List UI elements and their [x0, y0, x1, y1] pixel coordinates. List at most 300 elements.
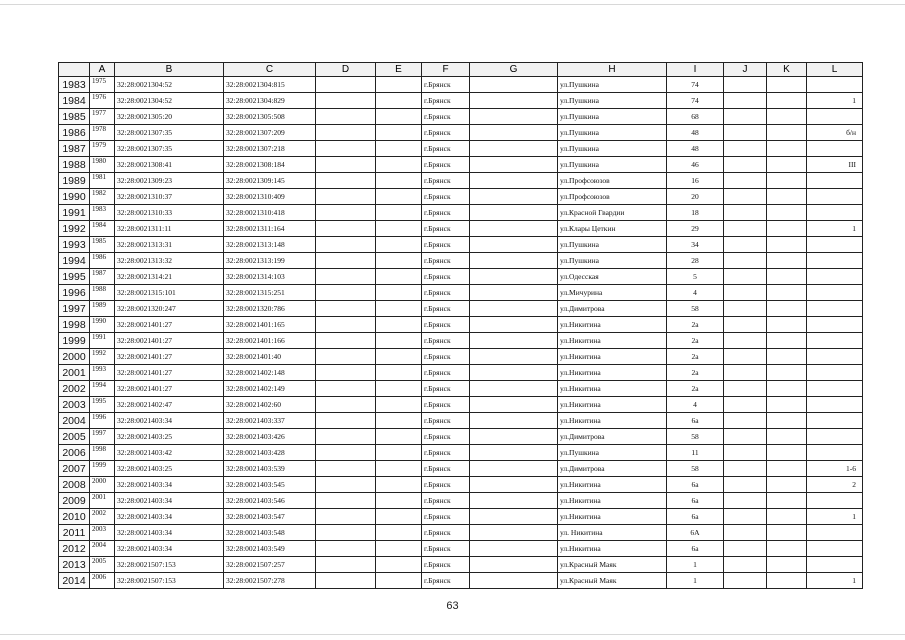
cell-e[interactable]: [376, 157, 422, 173]
cell-f[interactable]: г.Брянск: [422, 157, 470, 173]
cell-c[interactable]: 32:28:0021403:549: [224, 541, 316, 557]
cell-e[interactable]: [376, 493, 422, 509]
cell-d[interactable]: [316, 509, 376, 525]
row-header[interactable]: 1986: [59, 125, 90, 141]
column-header-a[interactable]: A: [90, 63, 115, 77]
cell-e[interactable]: [376, 77, 422, 93]
cell-f[interactable]: г.Брянск: [422, 509, 470, 525]
cell-k[interactable]: [767, 205, 807, 221]
cell-a[interactable]: 1990: [90, 317, 115, 333]
cell-d[interactable]: [316, 381, 376, 397]
cell-a[interactable]: 2005: [90, 557, 115, 573]
row-header[interactable]: 2009: [59, 493, 90, 509]
cell-i[interactable]: 34: [667, 237, 724, 253]
cell-h[interactable]: ул.Пушкина: [558, 93, 667, 109]
cell-l[interactable]: 1: [807, 509, 863, 525]
cell-h[interactable]: ул.Никитина: [558, 477, 667, 493]
cell-j[interactable]: [724, 477, 767, 493]
cell-l[interactable]: [807, 285, 863, 301]
corner-cell[interactable]: [59, 63, 90, 77]
cell-l[interactable]: [807, 253, 863, 269]
cell-h[interactable]: ул.Никитина: [558, 317, 667, 333]
cell-f[interactable]: г.Брянск: [422, 109, 470, 125]
cell-d[interactable]: [316, 189, 376, 205]
cell-e[interactable]: [376, 333, 422, 349]
cell-d[interactable]: [316, 461, 376, 477]
cell-g[interactable]: [470, 237, 558, 253]
cell-a[interactable]: 1975: [90, 77, 115, 93]
cell-g[interactable]: [470, 205, 558, 221]
cell-b[interactable]: 32:28:0021305:20: [115, 109, 224, 125]
cell-j[interactable]: [724, 253, 767, 269]
cell-j[interactable]: [724, 157, 767, 173]
cell-k[interactable]: [767, 445, 807, 461]
cell-k[interactable]: [767, 141, 807, 157]
cell-e[interactable]: [376, 125, 422, 141]
cell-b[interactable]: 32:28:0021401:27: [115, 349, 224, 365]
cell-k[interactable]: [767, 317, 807, 333]
cell-l[interactable]: [807, 365, 863, 381]
column-header-h[interactable]: H: [558, 63, 667, 77]
cell-e[interactable]: [376, 285, 422, 301]
cell-i[interactable]: 2а: [667, 381, 724, 397]
cell-a[interactable]: 1988: [90, 285, 115, 301]
cell-h[interactable]: ул.Мичурина: [558, 285, 667, 301]
cell-a[interactable]: 1986: [90, 253, 115, 269]
cell-c[interactable]: 32:28:0021307:209: [224, 125, 316, 141]
cell-c[interactable]: 32:28:0021308:184: [224, 157, 316, 173]
cell-d[interactable]: [316, 557, 376, 573]
cell-a[interactable]: 1985: [90, 237, 115, 253]
cell-f[interactable]: г.Брянск: [422, 365, 470, 381]
cell-b[interactable]: 32:28:0021403:34: [115, 493, 224, 509]
cell-l[interactable]: б/н: [807, 125, 863, 141]
cell-h[interactable]: ул.Профсоюзов: [558, 173, 667, 189]
cell-k[interactable]: [767, 573, 807, 589]
cell-a[interactable]: 1998: [90, 445, 115, 461]
cell-f[interactable]: г.Брянск: [422, 253, 470, 269]
cell-a[interactable]: 1983: [90, 205, 115, 221]
cell-i[interactable]: 6а: [667, 509, 724, 525]
cell-i[interactable]: 6а: [667, 493, 724, 509]
column-header-c[interactable]: C: [224, 63, 316, 77]
cell-g[interactable]: [470, 525, 558, 541]
cell-d[interactable]: [316, 349, 376, 365]
cell-d[interactable]: [316, 173, 376, 189]
cell-j[interactable]: [724, 173, 767, 189]
cell-k[interactable]: [767, 125, 807, 141]
cell-b[interactable]: 32:28:0021401:27: [115, 333, 224, 349]
cell-d[interactable]: [316, 77, 376, 93]
cell-e[interactable]: [376, 525, 422, 541]
cell-c[interactable]: 32:28:0021401:166: [224, 333, 316, 349]
cell-h[interactable]: ул.Клары Цеткин: [558, 221, 667, 237]
cell-j[interactable]: [724, 237, 767, 253]
cell-i[interactable]: 58: [667, 461, 724, 477]
cell-h[interactable]: ул.Пушкина: [558, 445, 667, 461]
row-header[interactable]: 2005: [59, 429, 90, 445]
cell-f[interactable]: г.Брянск: [422, 397, 470, 413]
cell-e[interactable]: [376, 461, 422, 477]
cell-i[interactable]: 6а: [667, 477, 724, 493]
cell-d[interactable]: [316, 221, 376, 237]
cell-i[interactable]: 20: [667, 189, 724, 205]
cell-c[interactable]: 32:28:0021320:786: [224, 301, 316, 317]
cell-b[interactable]: 32:28:0021401:27: [115, 365, 224, 381]
cell-c[interactable]: 32:28:0021305:508: [224, 109, 316, 125]
cell-f[interactable]: г.Брянск: [422, 173, 470, 189]
cell-k[interactable]: [767, 77, 807, 93]
cell-g[interactable]: [470, 189, 558, 205]
cell-k[interactable]: [767, 253, 807, 269]
cell-i[interactable]: 2а: [667, 333, 724, 349]
cell-d[interactable]: [316, 237, 376, 253]
cell-l[interactable]: [807, 77, 863, 93]
cell-f[interactable]: г.Брянск: [422, 77, 470, 93]
cell-i[interactable]: 2а: [667, 317, 724, 333]
row-header[interactable]: 1991: [59, 205, 90, 221]
cell-j[interactable]: [724, 429, 767, 445]
cell-f[interactable]: г.Брянск: [422, 445, 470, 461]
cell-e[interactable]: [376, 429, 422, 445]
cell-k[interactable]: [767, 157, 807, 173]
cell-i[interactable]: 4: [667, 285, 724, 301]
cell-f[interactable]: г.Брянск: [422, 125, 470, 141]
cell-k[interactable]: [767, 93, 807, 109]
row-header[interactable]: 2004: [59, 413, 90, 429]
column-header-d[interactable]: D: [316, 63, 376, 77]
cell-j[interactable]: [724, 125, 767, 141]
row-header[interactable]: 1998: [59, 317, 90, 333]
cell-e[interactable]: [376, 573, 422, 589]
cell-k[interactable]: [767, 333, 807, 349]
cell-d[interactable]: [316, 429, 376, 445]
cell-g[interactable]: [470, 301, 558, 317]
cell-d[interactable]: [316, 317, 376, 333]
cell-e[interactable]: [376, 141, 422, 157]
cell-f[interactable]: г.Брянск: [422, 541, 470, 557]
cell-k[interactable]: [767, 397, 807, 413]
cell-g[interactable]: [470, 141, 558, 157]
cell-d[interactable]: [316, 109, 376, 125]
cell-b[interactable]: 32:28:0021311:11: [115, 221, 224, 237]
cell-a[interactable]: 1995: [90, 397, 115, 413]
cell-l[interactable]: 2: [807, 477, 863, 493]
cell-b[interactable]: 32:28:0021313:32: [115, 253, 224, 269]
cell-a[interactable]: 1984: [90, 221, 115, 237]
cell-a[interactable]: 1981: [90, 173, 115, 189]
cell-b[interactable]: 32:28:0021313:31: [115, 237, 224, 253]
cell-k[interactable]: [767, 477, 807, 493]
row-header[interactable]: 1995: [59, 269, 90, 285]
cell-g[interactable]: [470, 269, 558, 285]
cell-d[interactable]: [316, 413, 376, 429]
cell-f[interactable]: г.Брянск: [422, 557, 470, 573]
cell-f[interactable]: г.Брянск: [422, 141, 470, 157]
cell-l[interactable]: [807, 189, 863, 205]
cell-a[interactable]: 1987: [90, 269, 115, 285]
cell-h[interactable]: ул.Никитина: [558, 333, 667, 349]
cell-l[interactable]: [807, 397, 863, 413]
cell-g[interactable]: [470, 477, 558, 493]
cell-e[interactable]: [376, 221, 422, 237]
cell-k[interactable]: [767, 525, 807, 541]
cell-i[interactable]: 1: [667, 557, 724, 573]
cell-j[interactable]: [724, 189, 767, 205]
row-header[interactable]: 1999: [59, 333, 90, 349]
cell-f[interactable]: г.Брянск: [422, 189, 470, 205]
cell-j[interactable]: [724, 541, 767, 557]
cell-h[interactable]: ул.Пушкина: [558, 237, 667, 253]
column-header-e[interactable]: E: [376, 63, 422, 77]
cell-l[interactable]: 1: [807, 93, 863, 109]
cell-j[interactable]: [724, 221, 767, 237]
cell-b[interactable]: 32:28:0021403:34: [115, 477, 224, 493]
cell-b[interactable]: 32:28:0021307:35: [115, 125, 224, 141]
cell-b[interactable]: 32:28:0021403:34: [115, 413, 224, 429]
cell-a[interactable]: 1982: [90, 189, 115, 205]
cell-e[interactable]: [376, 317, 422, 333]
row-header[interactable]: 1989: [59, 173, 90, 189]
cell-j[interactable]: [724, 301, 767, 317]
cell-e[interactable]: [376, 237, 422, 253]
cell-l[interactable]: [807, 429, 863, 445]
cell-f[interactable]: г.Брянск: [422, 477, 470, 493]
cell-b[interactable]: 32:28:0021403:34: [115, 541, 224, 557]
cell-l[interactable]: [807, 541, 863, 557]
cell-g[interactable]: [470, 349, 558, 365]
cell-f[interactable]: г.Брянск: [422, 205, 470, 221]
cell-j[interactable]: [724, 525, 767, 541]
cell-g[interactable]: [470, 157, 558, 173]
column-header-b[interactable]: B: [115, 63, 224, 77]
cell-l[interactable]: [807, 349, 863, 365]
cell-e[interactable]: [376, 269, 422, 285]
cell-g[interactable]: [470, 493, 558, 509]
cell-b[interactable]: 32:28:0021402:47: [115, 397, 224, 413]
cell-d[interactable]: [316, 541, 376, 557]
cell-a[interactable]: 2003: [90, 525, 115, 541]
cell-h[interactable]: ул.Димитрова: [558, 429, 667, 445]
cell-k[interactable]: [767, 301, 807, 317]
cell-a[interactable]: 1976: [90, 93, 115, 109]
cell-k[interactable]: [767, 173, 807, 189]
cell-j[interactable]: [724, 349, 767, 365]
cell-g[interactable]: [470, 221, 558, 237]
cell-b[interactable]: 32:28:0021310:33: [115, 205, 224, 221]
cell-c[interactable]: 32:28:0021402:149: [224, 381, 316, 397]
cell-l[interactable]: [807, 109, 863, 125]
cell-k[interactable]: [767, 365, 807, 381]
cell-i[interactable]: 6а: [667, 541, 724, 557]
cell-g[interactable]: [470, 93, 558, 109]
cell-i[interactable]: 74: [667, 93, 724, 109]
cell-j[interactable]: [724, 381, 767, 397]
cell-f[interactable]: г.Брянск: [422, 317, 470, 333]
cell-k[interactable]: [767, 349, 807, 365]
cell-j[interactable]: [724, 493, 767, 509]
cell-k[interactable]: [767, 237, 807, 253]
cell-b[interactable]: 32:28:0021315:101: [115, 285, 224, 301]
cell-g[interactable]: [470, 317, 558, 333]
cell-h[interactable]: ул.Никитина: [558, 381, 667, 397]
cell-g[interactable]: [470, 333, 558, 349]
cell-e[interactable]: [376, 509, 422, 525]
cell-g[interactable]: [470, 541, 558, 557]
cell-a[interactable]: 1997: [90, 429, 115, 445]
cell-k[interactable]: [767, 557, 807, 573]
cell-i[interactable]: 48: [667, 141, 724, 157]
cell-b[interactable]: 32:28:0021401:27: [115, 381, 224, 397]
cell-d[interactable]: [316, 93, 376, 109]
cell-c[interactable]: 32:28:0021507:278: [224, 573, 316, 589]
row-header[interactable]: 2002: [59, 381, 90, 397]
cell-e[interactable]: [376, 173, 422, 189]
cell-c[interactable]: 32:28:0021311:164: [224, 221, 316, 237]
cell-h[interactable]: ул.Профсоюзов: [558, 189, 667, 205]
cell-j[interactable]: [724, 509, 767, 525]
cell-j[interactable]: [724, 461, 767, 477]
cell-j[interactable]: [724, 77, 767, 93]
cell-c[interactable]: 32:28:0021315:251: [224, 285, 316, 301]
cell-i[interactable]: 58: [667, 429, 724, 445]
row-header[interactable]: 1994: [59, 253, 90, 269]
cell-g[interactable]: [470, 253, 558, 269]
cell-a[interactable]: 1996: [90, 413, 115, 429]
cell-e[interactable]: [376, 253, 422, 269]
row-header[interactable]: 1984: [59, 93, 90, 109]
cell-g[interactable]: [470, 285, 558, 301]
cell-b[interactable]: 32:28:0021314:21: [115, 269, 224, 285]
cell-d[interactable]: [316, 493, 376, 509]
cell-a[interactable]: 1994: [90, 381, 115, 397]
cell-e[interactable]: [376, 93, 422, 109]
cell-k[interactable]: [767, 109, 807, 125]
cell-g[interactable]: [470, 557, 558, 573]
cell-l[interactable]: [807, 301, 863, 317]
cell-h[interactable]: ул.Красный Маяк: [558, 557, 667, 573]
cell-f[interactable]: г.Брянск: [422, 349, 470, 365]
cell-h[interactable]: ул.Пушкина: [558, 125, 667, 141]
cell-l[interactable]: [807, 333, 863, 349]
cell-k[interactable]: [767, 461, 807, 477]
cell-d[interactable]: [316, 333, 376, 349]
cell-l[interactable]: [807, 205, 863, 221]
cell-a[interactable]: 1993: [90, 365, 115, 381]
cell-i[interactable]: 16: [667, 173, 724, 189]
cell-a[interactable]: 1979: [90, 141, 115, 157]
cell-f[interactable]: г.Брянск: [422, 381, 470, 397]
cell-f[interactable]: г.Брянск: [422, 333, 470, 349]
cell-b[interactable]: 32:28:0021403:25: [115, 461, 224, 477]
row-header[interactable]: 2007: [59, 461, 90, 477]
cell-b[interactable]: 32:28:0021320:247: [115, 301, 224, 317]
cell-b[interactable]: 32:28:0021403:34: [115, 525, 224, 541]
cell-e[interactable]: [376, 445, 422, 461]
cell-i[interactable]: 1: [667, 573, 724, 589]
cell-i[interactable]: 68: [667, 109, 724, 125]
cell-d[interactable]: [316, 445, 376, 461]
cell-a[interactable]: 1978: [90, 125, 115, 141]
cell-d[interactable]: [316, 141, 376, 157]
cell-h[interactable]: ул.Никитина: [558, 365, 667, 381]
cell-g[interactable]: [470, 109, 558, 125]
cell-c[interactable]: 32:28:0021402:148: [224, 365, 316, 381]
cell-d[interactable]: [316, 253, 376, 269]
cell-c[interactable]: 32:28:0021403:337: [224, 413, 316, 429]
cell-k[interactable]: [767, 493, 807, 509]
cell-d[interactable]: [316, 397, 376, 413]
cell-i[interactable]: 46: [667, 157, 724, 173]
cell-c[interactable]: 32:28:0021309:145: [224, 173, 316, 189]
cell-c[interactable]: 32:28:0021310:409: [224, 189, 316, 205]
cell-b[interactable]: 32:28:0021307:35: [115, 141, 224, 157]
cell-g[interactable]: [470, 77, 558, 93]
cell-k[interactable]: [767, 413, 807, 429]
cell-h[interactable]: ул.Красный Маяк: [558, 573, 667, 589]
cell-l[interactable]: [807, 445, 863, 461]
cell-j[interactable]: [724, 141, 767, 157]
cell-k[interactable]: [767, 381, 807, 397]
cell-j[interactable]: [724, 285, 767, 301]
cell-i[interactable]: 2а: [667, 365, 724, 381]
cell-l[interactable]: 1-6: [807, 461, 863, 477]
cell-d[interactable]: [316, 365, 376, 381]
cell-f[interactable]: г.Брянск: [422, 413, 470, 429]
row-header[interactable]: 2008: [59, 477, 90, 493]
cell-l[interactable]: 1: [807, 573, 863, 589]
cell-g[interactable]: [470, 125, 558, 141]
cell-k[interactable]: [767, 429, 807, 445]
cell-f[interactable]: г.Брянск: [422, 285, 470, 301]
cell-g[interactable]: [470, 365, 558, 381]
cell-c[interactable]: 32:28:0021403:546: [224, 493, 316, 509]
cell-a[interactable]: 2006: [90, 573, 115, 589]
cell-h[interactable]: ул.Пушкина: [558, 157, 667, 173]
cell-a[interactable]: 1980: [90, 157, 115, 173]
cell-d[interactable]: [316, 285, 376, 301]
cell-l[interactable]: III: [807, 157, 863, 173]
cell-g[interactable]: [470, 461, 558, 477]
cell-l[interactable]: [807, 141, 863, 157]
column-header-g[interactable]: G: [470, 63, 558, 77]
cell-g[interactable]: [470, 445, 558, 461]
cell-i[interactable]: 5: [667, 269, 724, 285]
cell-g[interactable]: [470, 413, 558, 429]
cell-k[interactable]: [767, 189, 807, 205]
cell-b[interactable]: 32:28:0021507:153: [115, 573, 224, 589]
cell-d[interactable]: [316, 301, 376, 317]
cell-c[interactable]: 32:28:0021307:218: [224, 141, 316, 157]
cell-f[interactable]: г.Брянск: [422, 269, 470, 285]
cell-f[interactable]: г.Брянск: [422, 221, 470, 237]
cell-d[interactable]: [316, 269, 376, 285]
cell-k[interactable]: [767, 221, 807, 237]
cell-d[interactable]: [316, 525, 376, 541]
cell-c[interactable]: 32:28:0021313:148: [224, 237, 316, 253]
cell-j[interactable]: [724, 573, 767, 589]
cell-h[interactable]: ул.Никитина: [558, 349, 667, 365]
cell-f[interactable]: г.Брянск: [422, 493, 470, 509]
cell-a[interactable]: 1992: [90, 349, 115, 365]
cell-i[interactable]: 28: [667, 253, 724, 269]
cell-h[interactable]: ул.Никитина: [558, 509, 667, 525]
cell-c[interactable]: 32:28:0021403:548: [224, 525, 316, 541]
cell-h[interactable]: ул.Никитина: [558, 397, 667, 413]
cell-e[interactable]: [376, 477, 422, 493]
cell-c[interactable]: 32:28:0021403:547: [224, 509, 316, 525]
cell-h[interactable]: ул.Никитина: [558, 413, 667, 429]
